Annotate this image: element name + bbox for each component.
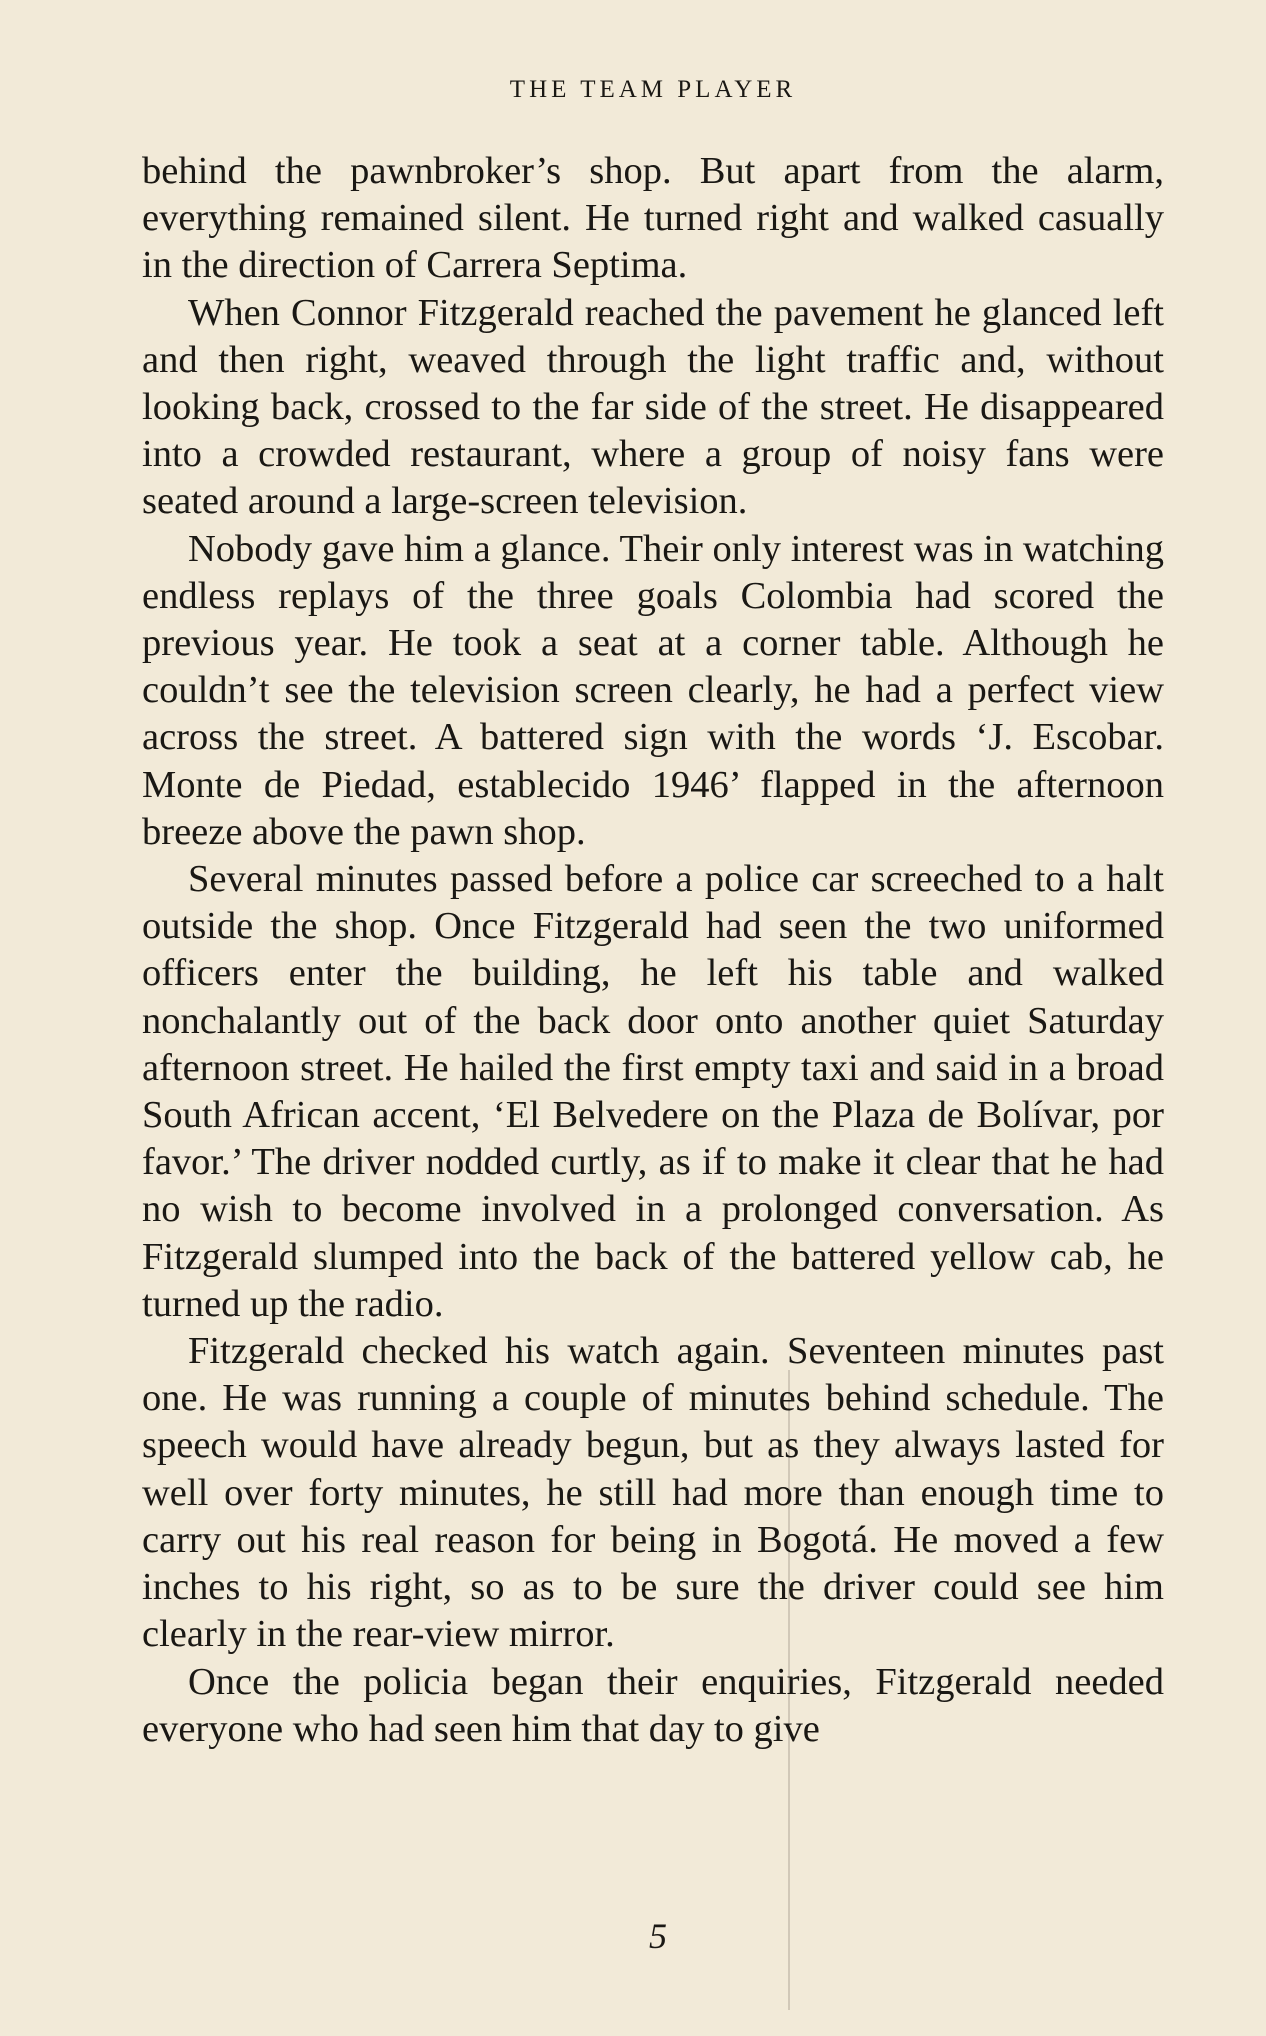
paragraph-2: When Connor Fitzgerald reached the pavement he glanced left and then right, weaved through the light traffic and, without looking back, crossed to the far side of the street. He disappeared into a crowded restaurant, where a group of noisy fans were seated around a large-screen television. [142,291,1164,523]
paragraph-4: Several minutes passed before a police car screeched to a halt outside the shop. Once Fitzgerald had seen the two uniformed officers enter the building, he left his table and walked nonchalantly out of the back door onto another quiet Saturday afternoon street. He hailed the first empty taxi and said in a broad South African accent, ‘El Belvedere on the Plaza de Bolívar, por favor.’ The driver nodded curtly, as if to make it clear that he had no wish to become involved in a prolonged conversation. As Fitzgerald slumped into the back of the battered yellow cab, he turned up the radio. [142,858,1164,1325]
page-number: 5 [649,1916,667,1956]
paragraph-3: Nobody gave him a glance. Their only interest was in watching endless replays of the three goals Colombia had scored the previous year. He took a seat at a corner table. Although he couldn’t see the television screen clearly, he had a perfect view across the street. A battered sign with the words ‘J. Escobar. Monte de Piedad, establecido 1946’ flapped in the afternoon breeze above the pawn shop. [142,527,1164,853]
body-text [142,148,1164,1753]
running-head: THE TEAM PLAYER [509,76,797,103]
paragraph-5: Fitzgerald checked his watch again. Seventeen minutes past one. He was running a couple of minutes behind schedule. The speech would have already begun, but as they always lasted for well over forty minutes, he still had more than enough time to carry out his real reason for being in Bogotá. He moved a few inches to his right, so as to be sure the driver could see him clearly in the rear-view mirror. [142,1330,1164,1656]
paragraph-1: behind the pawnbroker’s shop. But apart from the alarm, everything remained silent. He turned right and walked casually in the direction of Carrera Septima. [142,150,1164,287]
paragraph-6: Once the policia began their enquiries, Fitzgerald needed everyone who had seen him that day to give [142,1660,1164,1750]
